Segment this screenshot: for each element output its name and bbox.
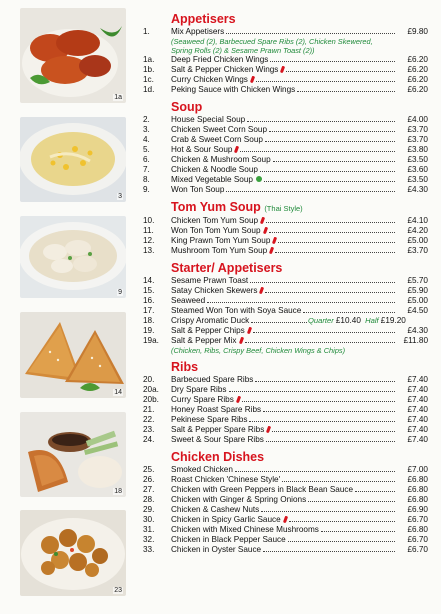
item-name: Barbecued Spare Ribs [171, 375, 254, 384]
photo-sesame-prawn-toast [20, 312, 126, 398]
item-name: Chicken & Mushroom Soup [171, 155, 271, 164]
section-title-starter: Starter/ Appetisers [171, 261, 283, 275]
chili-icon [269, 247, 274, 255]
menu-item [143, 246, 428, 256]
menu-item [143, 115, 428, 125]
item-name: Chicken with Mixed Chinese Mushrooms [171, 525, 319, 534]
item-number: 6. [143, 155, 150, 164]
item-name: Chicken & Cashew Nuts [171, 505, 260, 514]
item-price: £3.50 [407, 175, 428, 184]
quarter-label: Quarter [308, 316, 334, 325]
item-number: 11. [143, 226, 154, 235]
menu-item [143, 435, 428, 445]
item-price: £6.70 [407, 545, 428, 554]
item-number: 1a. [143, 55, 155, 64]
photo-label: 9 [118, 289, 122, 296]
item-price: £11.80 [403, 336, 428, 345]
item-name: Chicken in Spicy Garlic Sauce [171, 515, 288, 525]
item-number: 21. [143, 405, 155, 414]
menu-item [143, 475, 428, 485]
menu-item [143, 415, 428, 425]
item-name: Salt & Pepper Mix [171, 336, 244, 346]
chili-icon [260, 217, 265, 225]
item-price: £7.40 [407, 425, 428, 434]
duck-prices [308, 316, 406, 326]
vegetarian-icon [256, 176, 262, 182]
item-name: Chicken in Black Pepper Sauce [171, 535, 286, 544]
item-number: 1c. [143, 75, 154, 84]
menu-item [143, 276, 428, 286]
menu-item [143, 216, 428, 226]
item-name: Chicken Sweet Corn Soup [171, 125, 268, 134]
item-name: Chicken & Noodle Soup [171, 165, 258, 174]
item-name: King Prawn Tom Yum Soup [171, 236, 277, 246]
item-name: Sesame Prawn Toast [171, 276, 249, 285]
item-number: 4. [143, 135, 150, 144]
prawn-toast-image [20, 312, 126, 398]
menu-item [143, 385, 428, 395]
chili-icon [234, 146, 239, 154]
item-number: 24. [143, 435, 155, 444]
item-price: £7.40 [407, 375, 428, 384]
item-name: Mixed Vegetable Soup [171, 175, 263, 185]
menu-item [143, 515, 428, 525]
section-title-tom-yum: Tom Yum Soup (Thai Style) [171, 200, 303, 214]
photo-chicken-dish [20, 510, 126, 596]
menu-item [143, 27, 428, 37]
item-price: £7.40 [407, 415, 428, 424]
menu-item [143, 465, 428, 475]
won-ton-image [20, 216, 126, 298]
item-price: £6.20 [407, 65, 428, 74]
item-number: 20a. [143, 385, 159, 394]
item-number: 25. [143, 465, 155, 474]
chili-icon [272, 237, 277, 245]
item-price: £6.20 [407, 55, 428, 64]
item-name: Honey Roast Spare Ribs [171, 405, 262, 414]
menu-item [143, 405, 428, 415]
chili-icon [283, 516, 288, 524]
item-price: £3.70 [407, 125, 428, 134]
item-number: 13. [143, 246, 155, 255]
item-price: £6.90 [407, 505, 428, 514]
chicken-dish-image [20, 510, 126, 596]
item-name: Curry Spare Ribs [171, 395, 241, 405]
chili-icon [259, 287, 264, 295]
item-number: 18. [143, 316, 155, 325]
section-title-soup: Soup [171, 100, 203, 114]
item-number: 22. [143, 415, 155, 424]
half-price: £19.20 [380, 316, 406, 325]
menu-item [143, 485, 428, 495]
item-price: £4.10 [407, 216, 428, 225]
item-number: 2. [143, 115, 150, 124]
item-price: £6.80 [407, 495, 428, 504]
item-price: £4.00 [407, 115, 428, 124]
item-number: 32. [143, 535, 155, 544]
item-price: £6.70 [407, 515, 428, 524]
item-price: £6.80 [407, 485, 428, 494]
item-number: 12. [143, 236, 155, 245]
chili-icon [250, 76, 255, 84]
item-description: Spring Rolls (2) & Sesame Prawn Toast (2)) [171, 46, 315, 55]
item-number: 1. [143, 27, 150, 36]
item-price: £6.80 [407, 475, 428, 484]
item-name: Seaweed [171, 296, 206, 305]
menu-item-duck [143, 316, 428, 326]
item-price: £7.40 [407, 405, 428, 414]
item-name: Crispy Aromatic Duck [171, 316, 250, 325]
item-name: Smoked Chicken [171, 465, 233, 474]
item-name: House Special Soup [171, 115, 246, 124]
item-price: £4.20 [407, 226, 428, 235]
menu-list [143, 12, 428, 555]
item-price: £4.50 [407, 306, 428, 315]
item-name: Sweet & Sour Spare Ribs [171, 435, 264, 444]
photo-sweet-corn-soup [20, 117, 126, 202]
menu-item [143, 505, 428, 515]
item-number: 28. [143, 495, 155, 504]
item-name: Crab & Sweet Corn Soup [171, 135, 263, 144]
menu-item [143, 286, 428, 296]
menu-item [143, 125, 428, 135]
item-number: 30. [143, 515, 155, 524]
item-number: 9. [143, 185, 150, 194]
item-name: Peking Sauce with Chicken Wings [171, 85, 296, 94]
item-number: 31. [143, 525, 155, 534]
menu-item [143, 296, 428, 306]
menu-item [143, 395, 428, 405]
item-price: £6.20 [407, 75, 428, 84]
chili-icon [247, 327, 252, 335]
menu-item [143, 336, 428, 346]
item-price: £7.40 [407, 385, 428, 394]
item-price: £6.20 [407, 85, 428, 94]
item-name: Deep Fried Chicken Wings [171, 55, 269, 64]
photo-label: 3 [118, 193, 122, 200]
item-number: 23. [143, 425, 155, 434]
item-price: £3.70 [407, 246, 428, 255]
item-price: £7.00 [407, 465, 428, 474]
menu-item [143, 65, 428, 75]
item-price: £5.90 [407, 286, 428, 295]
item-number: 7. [143, 165, 150, 174]
item-price: £3.60 [407, 165, 428, 174]
item-name: Chicken with Ginger & Spring Onions [171, 495, 307, 504]
menu-item [143, 226, 428, 236]
item-number: 1b. [143, 65, 155, 74]
duck-image [20, 412, 126, 497]
menu-item [143, 75, 428, 85]
menu-item [143, 535, 428, 545]
item-number: 15. [143, 286, 155, 295]
menu-item [143, 85, 428, 95]
menu-item [143, 145, 428, 155]
item-price: £6.80 [407, 525, 428, 534]
item-number: 19. [143, 326, 155, 335]
photo-label: 1a [114, 94, 122, 101]
item-number: 17. [143, 306, 155, 315]
chili-icon [262, 227, 267, 235]
item-name: Satay Chicken Skewers [171, 286, 264, 296]
item-name: Salt & Pepper Spare Ribs [171, 425, 271, 435]
item-number: 19a. [143, 336, 159, 345]
menu-item [143, 185, 428, 195]
item-price: £3.80 [407, 145, 428, 154]
menu-item [143, 236, 428, 246]
item-price: £4.30 [407, 326, 428, 335]
item-name: Dry Spare Ribs [171, 385, 227, 394]
chili-icon [280, 66, 285, 74]
item-price: £5.70 [407, 276, 428, 285]
item-name: Salt & Pepper Chips [171, 326, 252, 336]
section-title-chicken: Chicken Dishes [171, 450, 265, 464]
item-price: £9.80 [407, 27, 428, 36]
photo-label: 14 [114, 389, 122, 396]
item-name: Curry Chicken Wings [171, 75, 255, 85]
photo-crispy-duck [20, 412, 126, 497]
item-number: 27. [143, 485, 155, 494]
chili-icon [238, 337, 243, 345]
quarter-price: £10.40 [335, 316, 361, 325]
item-number: 20b. [143, 395, 159, 404]
item-number: 29. [143, 505, 155, 514]
menu-item [143, 306, 428, 316]
item-number: 8. [143, 175, 150, 184]
chili-icon [236, 396, 241, 404]
menu-item [143, 326, 428, 336]
menu-item [143, 525, 428, 535]
menu-item [143, 375, 428, 385]
item-name: Mushroom Tom Yum Soup [171, 246, 274, 256]
photo-column [0, 0, 128, 614]
photo-label: 18 [114, 488, 122, 495]
item-name: Chicken with Green Peppers in Black Bean Sauce [171, 485, 354, 494]
item-description: (Seaweed (2), Barbecued Spare Ribs (2), Chicken Skewered, [171, 37, 373, 46]
item-name: Mix Appetisers [171, 27, 225, 36]
item-number: 14. [143, 276, 155, 285]
menu-item [143, 155, 428, 165]
item-name: Hot & Sour Soup [171, 145, 239, 155]
menu-item [143, 545, 428, 555]
item-price: £6.70 [407, 535, 428, 544]
item-price: £7.40 [407, 395, 428, 404]
section-title-ribs: Ribs [171, 360, 199, 374]
half-label: Half [365, 316, 379, 325]
chicken-wings-image [20, 8, 126, 103]
menu-item [143, 175, 428, 185]
section-note: (Thai Style) [264, 204, 303, 213]
item-price: £3.70 [407, 135, 428, 144]
menu-item [143, 165, 428, 175]
item-name: Salt & Pepper Chicken Wings [171, 65, 285, 75]
item-name: Steamed Won Ton with Soya Sauce [171, 306, 302, 315]
item-price: £4.30 [407, 185, 428, 194]
menu-item [143, 135, 428, 145]
item-number: 20. [143, 375, 155, 384]
photo-won-ton-soup [20, 216, 126, 298]
item-number: 1d. [143, 85, 155, 94]
item-number: 5. [143, 145, 150, 154]
item-name: Roast Chicken 'Chinese Style' [171, 475, 281, 484]
item-number: 33. [143, 545, 155, 554]
menu-item [143, 425, 428, 435]
item-number: 3. [143, 125, 150, 134]
item-price: £7.40 [407, 435, 428, 444]
item-number: 10. [143, 216, 155, 225]
item-number: 26. [143, 475, 155, 484]
section-title-appetisers: Appetisers [171, 12, 236, 26]
item-name: Chicken in Oyster Sauce [171, 545, 262, 554]
item-price: £5.00 [407, 236, 428, 245]
item-price: £5.00 [407, 296, 428, 305]
menu-item [143, 55, 428, 65]
photo-chicken-wings [20, 8, 126, 103]
item-number: 16. [143, 296, 155, 305]
chili-icon [266, 426, 271, 434]
item-name: Pekinese Spare Ribs [171, 415, 248, 424]
item-description: (Chicken, Ribs, Crispy Beef, Chicken Wings & Chips) [171, 346, 346, 355]
photo-label: 23 [114, 587, 122, 594]
item-price: £3.50 [407, 155, 428, 164]
soup-image [20, 117, 126, 202]
item-name: Won Ton Soup [171, 185, 225, 194]
item-name: Won Ton Tom Yum Soup [171, 226, 268, 236]
item-name: Chicken Tom Yum Soup [171, 216, 265, 226]
menu-item [143, 495, 428, 505]
